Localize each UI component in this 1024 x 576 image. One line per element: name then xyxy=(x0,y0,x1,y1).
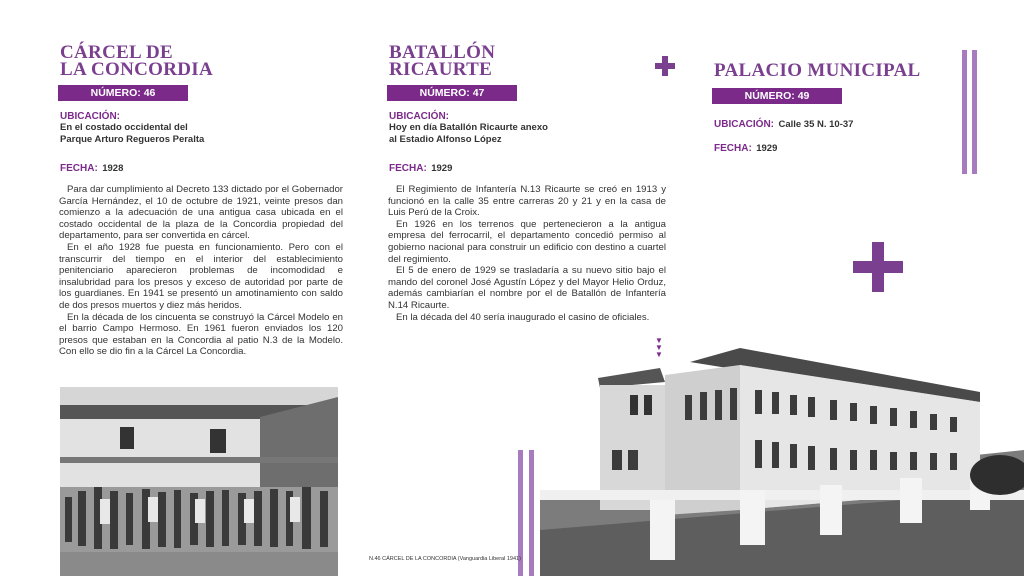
paragraph: En el año 1928 fue puesta en funcionamiento. Pero con el transcurrir del tiempo en el interior del establecimiento penitenciario aparecieron problemas de incomodidad e insalubridad para los presos y exceso de autoridad por parte de los guardianes. En 1941 se presentó un amotinamiento con saldo de dos presos muertos y diez más heridos. xyxy=(59,241,343,311)
date-block-carcel xyxy=(60,158,123,176)
paragraph: Para dar cumplimiento al Decreto 133 dictado por el Gobernador García Hernández, el 10 de octubre de 1921, veinte presos dan comienzo a la adecuación de una antigua casa ubicada en el costado occidental de la plaza de la Concordia propiedad del departamento, para ser convertida en cárcel. xyxy=(59,184,343,242)
decorative-bar xyxy=(962,50,967,174)
fecha-label: FECHA: xyxy=(389,163,427,174)
number-badge-46: NÚMERO: 46 xyxy=(58,85,188,101)
date-block-batallon xyxy=(389,158,452,176)
location-block-batallon xyxy=(389,111,669,146)
title-line-1: BATALLÓN xyxy=(389,42,496,63)
fecha-value: 1929 xyxy=(431,163,453,174)
plus-icon xyxy=(655,56,675,76)
plus-icon xyxy=(853,242,903,292)
ubicacion-line-1: Hoy en día Batallón Ricaurte anexo xyxy=(389,122,548,133)
section-title-batallon xyxy=(389,44,495,78)
fecha-value: 1928 xyxy=(102,163,124,174)
fecha-value: 1929 xyxy=(756,143,778,154)
ubicacion-label: UBICACIÓN: xyxy=(60,111,120,122)
arrow-down-icon: ▼ ▼ ▼ xyxy=(655,336,663,359)
photo-batallon-building xyxy=(540,340,1024,576)
ubicacion-label: UBICACIÓN: xyxy=(389,111,449,122)
ubicacion-label: UBICACIÓN: xyxy=(714,119,774,130)
photo-caption: N.46 CÁRCEL DE LA CONCORDIA (Vanguardia Liberal 1941) xyxy=(369,556,521,562)
paragraph: En la década del 40 sería inaugurado el casino de oficiales. xyxy=(396,311,650,323)
ubicacion-line-1: En el costado occidental del xyxy=(60,122,188,133)
paragraph: El Regimiento de Infantería N.13 Ricaurte se creó en 1913 y funcionó en la calle 35 entre carreras 20 y 21 y en la casa de Luis Perú de la Croix. xyxy=(388,184,666,219)
fecha-label: FECHA: xyxy=(714,143,752,154)
photo-carcel-concordia xyxy=(60,387,338,576)
number-badge-47: NÚMERO: 47 xyxy=(387,85,517,101)
body-text-carcel xyxy=(59,184,343,358)
number-badge-49: NÚMERO: 49 xyxy=(712,88,842,104)
ubicacion-value: Calle 35 N. 10-37 xyxy=(778,119,854,130)
ubicacion-line-2: Parque Arturo Regueros Peralta xyxy=(60,134,205,145)
title-line-2: LA CONCORDIA xyxy=(60,59,213,80)
title-line-1: CÁRCEL DE xyxy=(60,42,174,63)
fecha-label: FECHA: xyxy=(60,163,98,174)
decorative-bar xyxy=(972,50,977,174)
decorative-bar xyxy=(529,450,534,576)
paragraph: El 5 de enero de 1929 se trasladaría a su nuevo sitio bajo el mando del coronel José Agustín López y del Mayor Helio Orduz, además cambiarían el nombre por el de Batallón de Infantería N.14 Ricaurte. xyxy=(388,265,666,311)
ubicacion-line-2: al Estadio Alfonso López xyxy=(389,134,502,145)
paragraph: En 1926 en los terrenos que pertenecieron a la antigua empresa del ferrocarril, el departamento concedió permiso al gobierno nacional para construir un edificio con destino a cuartel del regimiento. xyxy=(388,218,666,265)
paragraph: En la década de los cincuenta se construyó la Cárcel Modelo en el barrio Campo Hermoso. En 1961 fueron enviados los 120 presos que estaban en la Concordia al patio N.3 de la Modelo. Con ello se dio fin a la Cárcel La Concordia. xyxy=(59,311,343,358)
location-block-carcel xyxy=(60,111,340,146)
section-title-palacio: PALACIO MUNICIPAL xyxy=(714,60,921,81)
body-text-batallon xyxy=(388,184,666,323)
section-title-carcel xyxy=(60,44,213,78)
title-line-2: RICAURTE xyxy=(389,59,493,80)
date-block-palacio xyxy=(714,138,777,156)
location-block-palacio xyxy=(714,114,853,132)
